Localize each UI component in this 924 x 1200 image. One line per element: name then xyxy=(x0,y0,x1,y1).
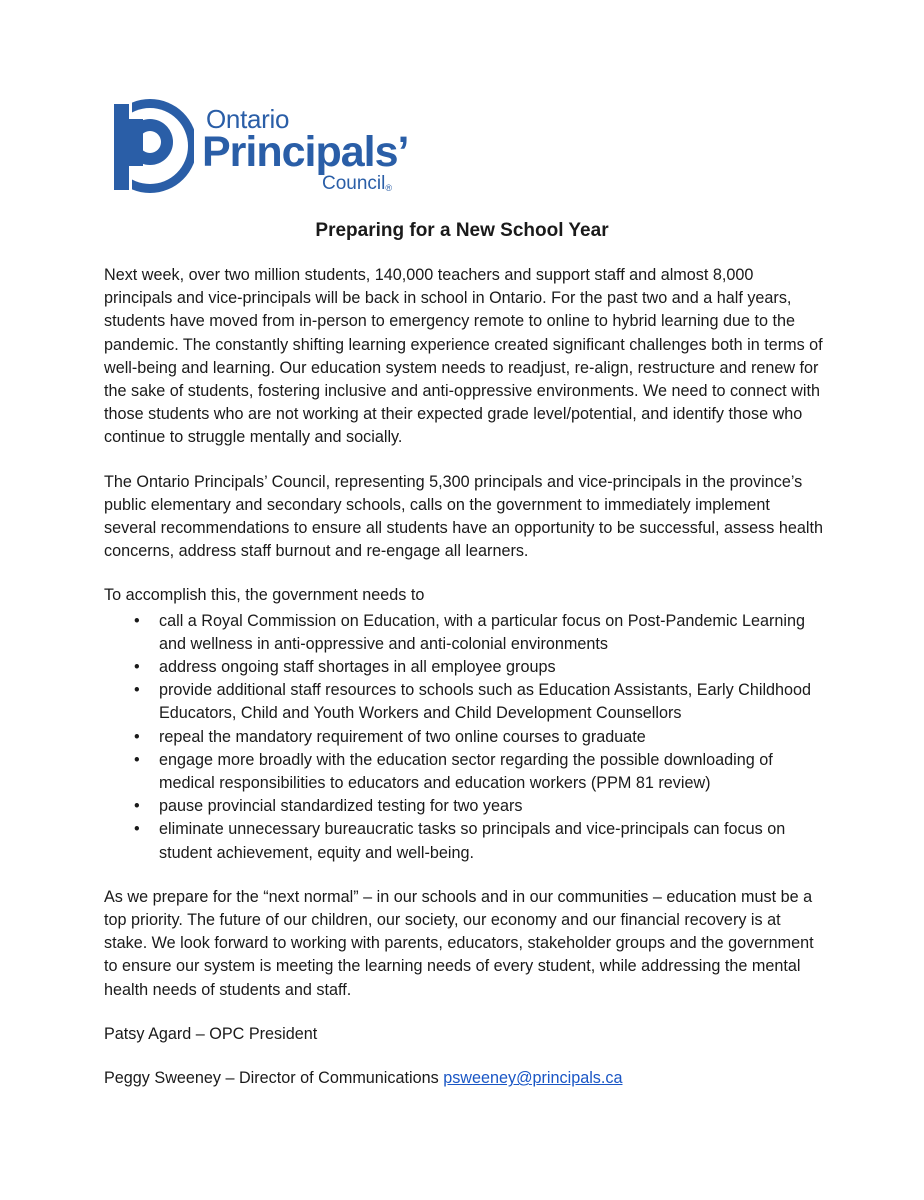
list-item: • call a Royal Commission on Education, with a particular focus on Post-Pandemic Learning and wellness in anti-oppressive and anti-colonial environments xyxy=(104,610,824,656)
logo-ontario-text: Ontario xyxy=(206,104,290,134)
recommendations-list xyxy=(104,610,824,865)
list-item: • repeal the mandatory requirement of two online courses to graduate xyxy=(104,726,824,749)
list-item: • eliminate unnecessary bureaucratic tasks so principals and vice-principals can focus on student achievement, equity and well-being. xyxy=(104,818,824,864)
signature-communications xyxy=(104,1067,824,1090)
opc-p-mark-icon xyxy=(102,98,194,194)
paragraph-closing: As we prepare for the “next normal” – in our schools and in our communities – education must be a top priority. The future of our children, our society, our economy and our financial recovery is at stake. We look forward to working with parents, educators, stakeholder groups and the government to ensure our system is meeting the learning needs of every student, while addressing the mental health needs of students and staff. xyxy=(104,887,814,999)
signature-president: Patsy Agard – OPC President xyxy=(104,1024,318,1043)
signature-communications-text: Peggy Sweeney – Director of Communications xyxy=(104,1069,444,1088)
opc-logo xyxy=(102,98,409,198)
logo-principals-text: Principals’ xyxy=(202,128,409,176)
list-item: • provide additional staff resources to schools such as Education Assistants, Early Childhood Educators, Child and Youth Workers and Child Development Counsellors xyxy=(104,679,824,725)
list-item: • pause provincial standardized testing for two years xyxy=(104,795,824,818)
page-title: Preparing for a New School Year xyxy=(315,220,609,241)
recommendations-intro: To accomplish this, the government needs to xyxy=(104,586,425,605)
email-link[interactable]: psweeney@principals.ca xyxy=(443,1069,623,1088)
document-body xyxy=(104,264,824,1111)
paragraph-intro: Next week, over two million students, 140,000 teachers and support staff and almost 8,000 principals and vice-principals will be back in school in Ontario. For the past two and a half years, students have moved from in-person to emergency remote to online to hybrid learning due to the pandemic. The constantly shifting learning experience created significant challenges both in terms of well-being and learning. Our education system needs to readjust, re-align, restructure and renew for the sake of students, fostering inclusive and anti-oppressive environments. We need to connect with those students who are not working at their expected grade level/potential, and identify those who continue to struggle mentally and socially. xyxy=(104,266,823,447)
logo-council-text: Council® xyxy=(322,173,393,194)
paragraph-council: The Ontario Principals’ Council, representing 5,300 principals and vice-principals in the province’s public elementary and secondary schools, calls on the government to immediately implement several recommendations to ensure all students have an opportunity to be successful, assess health concerns, address staff burnout and re-engage all learners. xyxy=(104,472,823,561)
list-item: • engage more broadly with the education sector regarding the possible downloading of medical responsibilities to educators and education workers (PPM 81 review) xyxy=(104,749,824,795)
registered-mark: ® xyxy=(385,183,393,193)
list-item: • address ongoing staff shortages in all employee groups xyxy=(104,656,824,679)
